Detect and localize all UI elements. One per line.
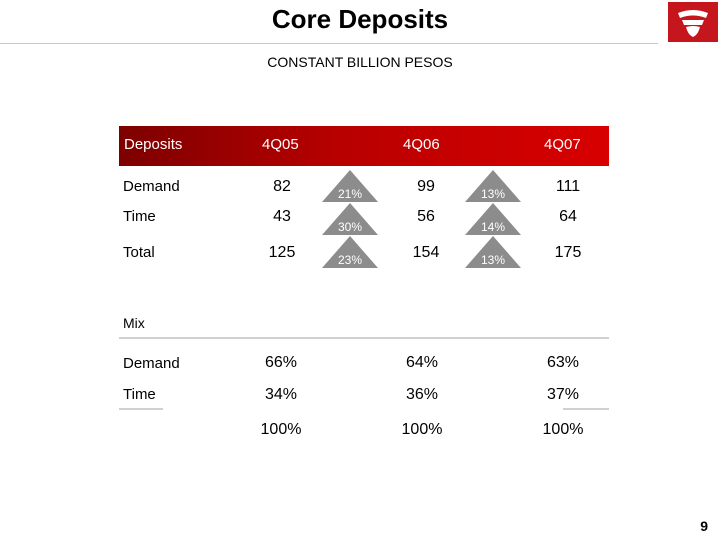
row-label-total: Total	[123, 244, 155, 261]
page-number: 9	[700, 518, 708, 534]
page-title: Core Deposits	[271, 4, 449, 34]
table-cell: 37%	[546, 386, 580, 403]
table-cell: 56	[417, 208, 435, 225]
header-period-2: 4Q06	[403, 136, 440, 153]
growth-triangle	[322, 236, 378, 268]
row-label-time: Time	[123, 208, 156, 225]
table-cell: 36%	[405, 386, 439, 403]
table-cell: 34%	[264, 386, 298, 403]
bank-logo	[668, 2, 718, 42]
units-subtitle: CONSTANT BILLION PESOS	[267, 54, 453, 70]
growth-triangle	[322, 170, 378, 202]
growth-label: 13%	[480, 187, 506, 201]
header-period-1: 4Q05	[262, 136, 299, 153]
mix-total: 100%	[401, 421, 443, 438]
mix-total: 100%	[542, 421, 584, 438]
growth-label: 14%	[480, 220, 506, 234]
title-divider	[0, 43, 658, 44]
total-divider	[119, 408, 609, 410]
table-cell: 125	[268, 244, 296, 261]
mix-section-label: Mix	[123, 315, 145, 331]
table-cell: 175	[554, 244, 582, 261]
growth-triangle	[465, 203, 521, 235]
growth-label: 23%	[337, 253, 363, 267]
table-cell: 99	[417, 178, 435, 195]
row-label-demand: Demand	[123, 178, 180, 195]
table-cell: 64	[559, 208, 577, 225]
table-header	[119, 126, 609, 166]
table-cell: 82	[273, 178, 291, 195]
table-cell: 64%	[405, 354, 439, 371]
table-cell: 63%	[546, 354, 580, 371]
growth-label: 30%	[337, 220, 363, 234]
growth-triangle	[465, 236, 521, 268]
header-deposits: Deposits	[124, 136, 183, 153]
growth-label: 13%	[480, 253, 506, 267]
growth-triangle	[465, 170, 521, 202]
table-cell: 66%	[264, 354, 298, 371]
mix-label-time: Time	[123, 386, 156, 403]
table-cell: 111	[555, 178, 581, 195]
table-cell: 43	[273, 208, 291, 225]
growth-triangle	[322, 203, 378, 235]
mix-label-demand: Demand	[123, 355, 180, 372]
table-cell: 154	[412, 244, 440, 261]
growth-label: 21%	[337, 187, 363, 201]
mix-total: 100%	[260, 421, 302, 438]
mix-divider	[119, 337, 609, 339]
header-period-3: 4Q07	[544, 136, 581, 153]
